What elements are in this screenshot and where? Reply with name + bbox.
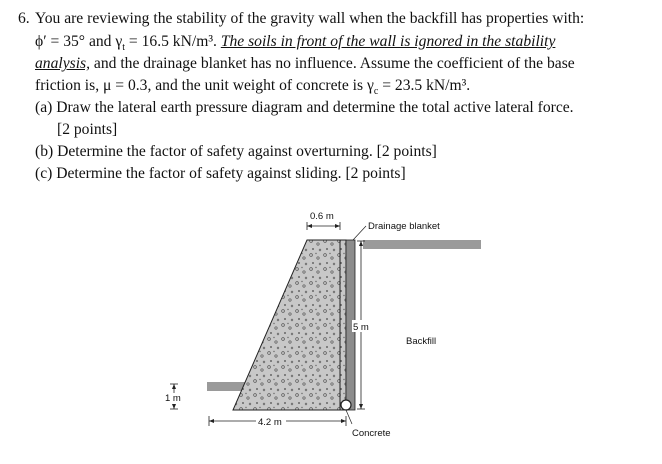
- drain-pipe-icon: [341, 400, 351, 410]
- part-b: (b) Determine the factor of safety against overturning. [2 points]: [35, 143, 437, 160]
- part-a-points: [2 points]: [57, 121, 118, 138]
- part-a: (a) Draw the lateral earth pressure diagram and determine the total active lateral force.: [35, 99, 574, 116]
- height-label: 5 m: [353, 322, 369, 333]
- part-c: (c) Determine the factor of safety against sliding. [2 points]: [35, 165, 406, 182]
- question-line-2: ϕ′ = 35° and $\gamma_t = 16.5$ kN/m³. The soils in front of the wall is ignored in the stability: [35, 33, 556, 54]
- question-line-1: You are reviewing the stability of the gravity wall when the backfill has properties with:: [35, 10, 585, 27]
- backfill-label: Backfill: [406, 336, 437, 347]
- question-line-3: analysis, and the drainage blanket has no influence. Assume the coefficient of the base: [35, 55, 575, 72]
- question-line-4: friction is, μ = 0.3, and the unit weight of concrete is $\gamma_c = 23.5$ kN/m³.: [35, 77, 471, 98]
- concrete-label: Concrete: [352, 428, 391, 439]
- front-depth-label: 1 m: [165, 393, 181, 404]
- backfill-surface: [363, 240, 481, 249]
- top-width-label: 0.6 m: [310, 211, 334, 222]
- drainage-label: Drainage blanket: [368, 221, 440, 232]
- drainage-leader-line: [353, 226, 366, 240]
- concrete-wall: [233, 240, 346, 410]
- base-width-label: 4.2 m: [258, 417, 282, 428]
- concrete-leader-line: [346, 410, 352, 424]
- question-number: 6.: [18, 10, 30, 27]
